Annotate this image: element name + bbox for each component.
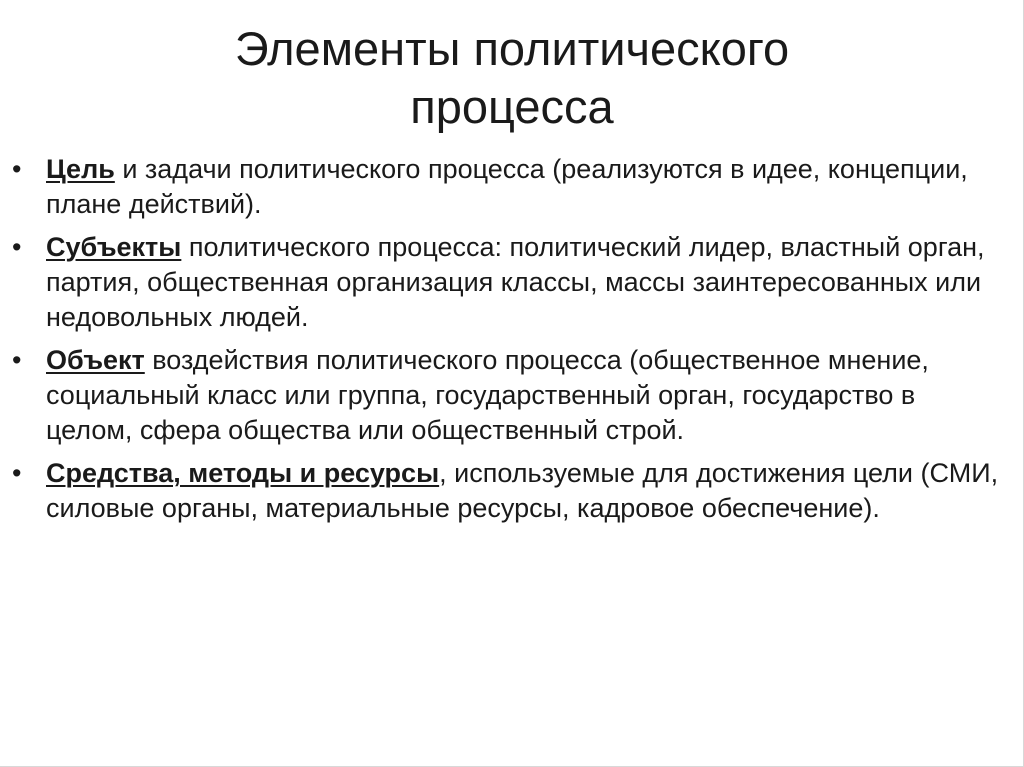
bullet-item-means [8,456,1008,526]
bullet-item-subjects [8,230,1008,335]
bullet-text: , используемые для достижения цели (СМИ, силовые органы, материальные ресурсы, кадровое обеспечение). [46,458,999,523]
bullet-term: Цель [46,154,115,184]
bullet-text: воздействия политического процесса (общественное мнение, социальный класс или группа, государственный орган, государство в целом, сфера общества или общественный строй. [46,345,929,445]
bullet-marker: • [12,154,22,184]
bullet-marker: • [12,345,22,375]
slide-title-line-2: процесса [410,80,614,133]
bullet-text: и задачи политического процесса (реализуются в идее, концепции, плане действий). [46,154,968,219]
slide-title-line-1: Элементы политического [234,22,790,75]
bullet-marker: • [12,458,22,488]
bullet-term: Средства, методы и ресурсы [46,458,440,488]
bullet-term: Объект [46,345,145,375]
bullet-marker: • [12,232,22,262]
bullet-list [8,152,1008,534]
bullet-term: Субъекты [46,232,182,262]
slide-title [0,20,1024,136]
bullet-text: политического процесса: политический лидер, властный орган, партия, общественная организация классы, массы заинтересованных или недовольных людей. [46,232,985,332]
bullet-item-goal [8,152,1008,222]
bullet-item-object [8,343,1008,448]
